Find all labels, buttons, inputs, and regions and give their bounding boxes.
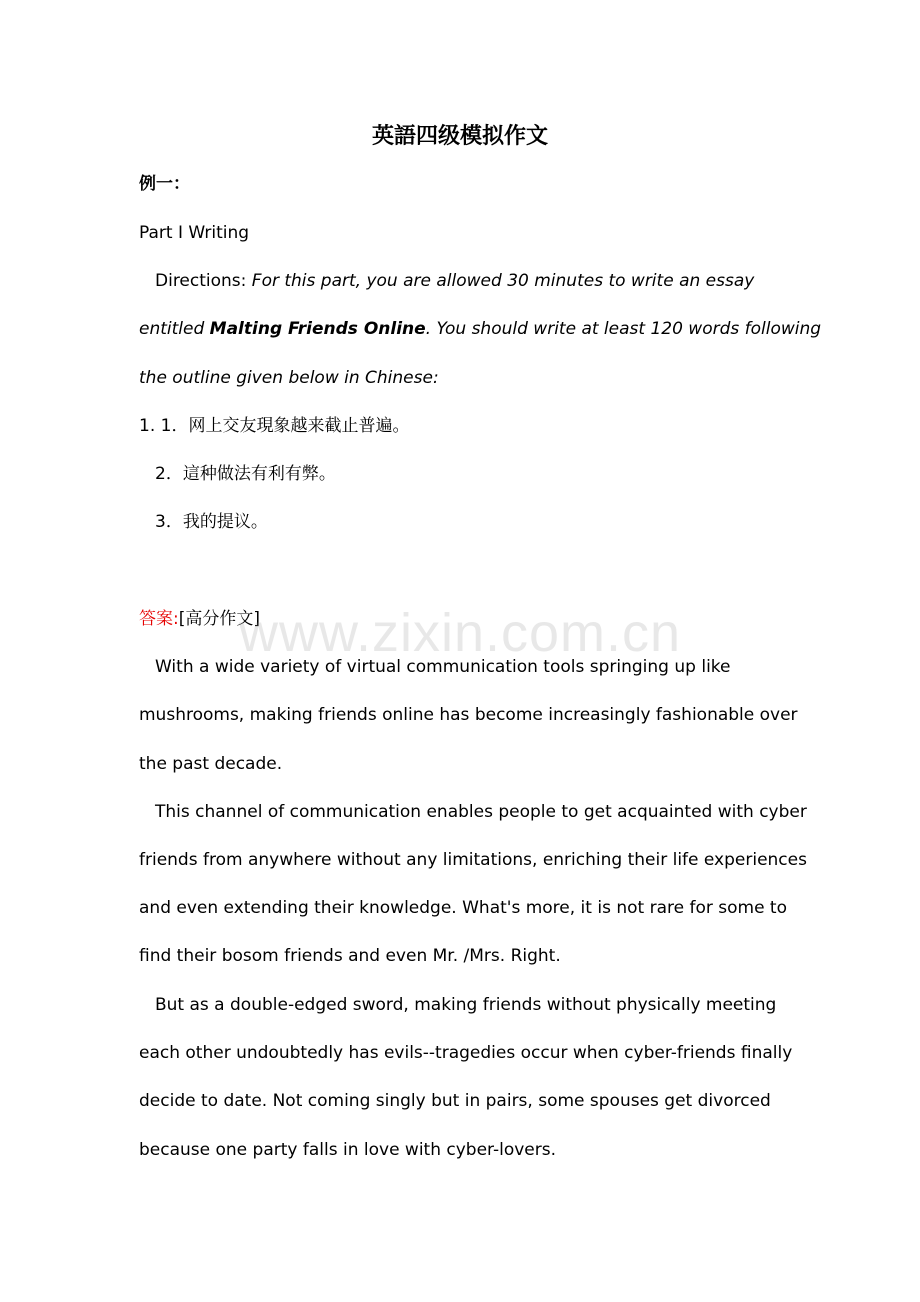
directions-line-2 <box>139 317 822 341</box>
outline-item-3: 3．我的提议。 <box>155 512 268 532</box>
directions-line-1 <box>155 269 815 293</box>
essay-line-5: friends from anywhere without any limitations, enriching their life experiences <box>139 850 807 870</box>
part-heading: Part I Writing <box>139 223 250 243</box>
essay-line-1: With a wide variety of virtual communication tools springing up like <box>155 657 731 677</box>
watermark: www.zixin.com.cn <box>238 603 682 663</box>
directions-text-2-pre: entitled <box>139 319 210 339</box>
essay-title: Malting Friends Online <box>209 319 426 339</box>
essay-line-2: mushrooms, making friends online has become increasingly fashionable over <box>139 705 798 725</box>
essay-line-10: decide to date. Not coming singly but in pairs, some spouses get divorced <box>139 1091 771 1111</box>
directions-line-3: the outline given below in Chinese: <box>139 368 439 388</box>
essay-line-8: But as a double-edged sword, making friends without physically meeting <box>155 995 777 1015</box>
essay-line-3: the past decade. <box>139 754 283 774</box>
directions-text-1: For this part, you are allowed 30 minutes to write an essay <box>251 271 755 291</box>
document-title: 英語四级模拟作文 <box>371 124 548 149</box>
directions-label: Directions: <box>155 271 247 291</box>
essay-line-9: each other undoubtedly has evils--tragedies occur when cyber-friends finally <box>139 1043 793 1063</box>
essay-line-4: This channel of communication enables people to get acquainted with cyber <box>155 802 807 822</box>
directions-text-2-post: . You should write at least 120 words following <box>425 319 822 339</box>
answer-tag: [高分作文] <box>178 609 260 629</box>
essay-line-11: because one party falls in love with cyber-lovers. <box>139 1140 556 1160</box>
essay-line-7: find their bosom friends and even Mr. /Mrs. Right. <box>139 946 561 966</box>
outline-item-1: 1. 1．网上交友現象越来截止普遍。 <box>139 416 410 436</box>
essay-line-6: and even extending their knowledge. What's more, it is not rare for some to <box>139 898 787 918</box>
example-label: 例一： <box>139 174 190 194</box>
outline-item-2: 2．這种做法有利有弊。 <box>155 464 336 484</box>
answer-label: 答案: <box>139 609 179 629</box>
